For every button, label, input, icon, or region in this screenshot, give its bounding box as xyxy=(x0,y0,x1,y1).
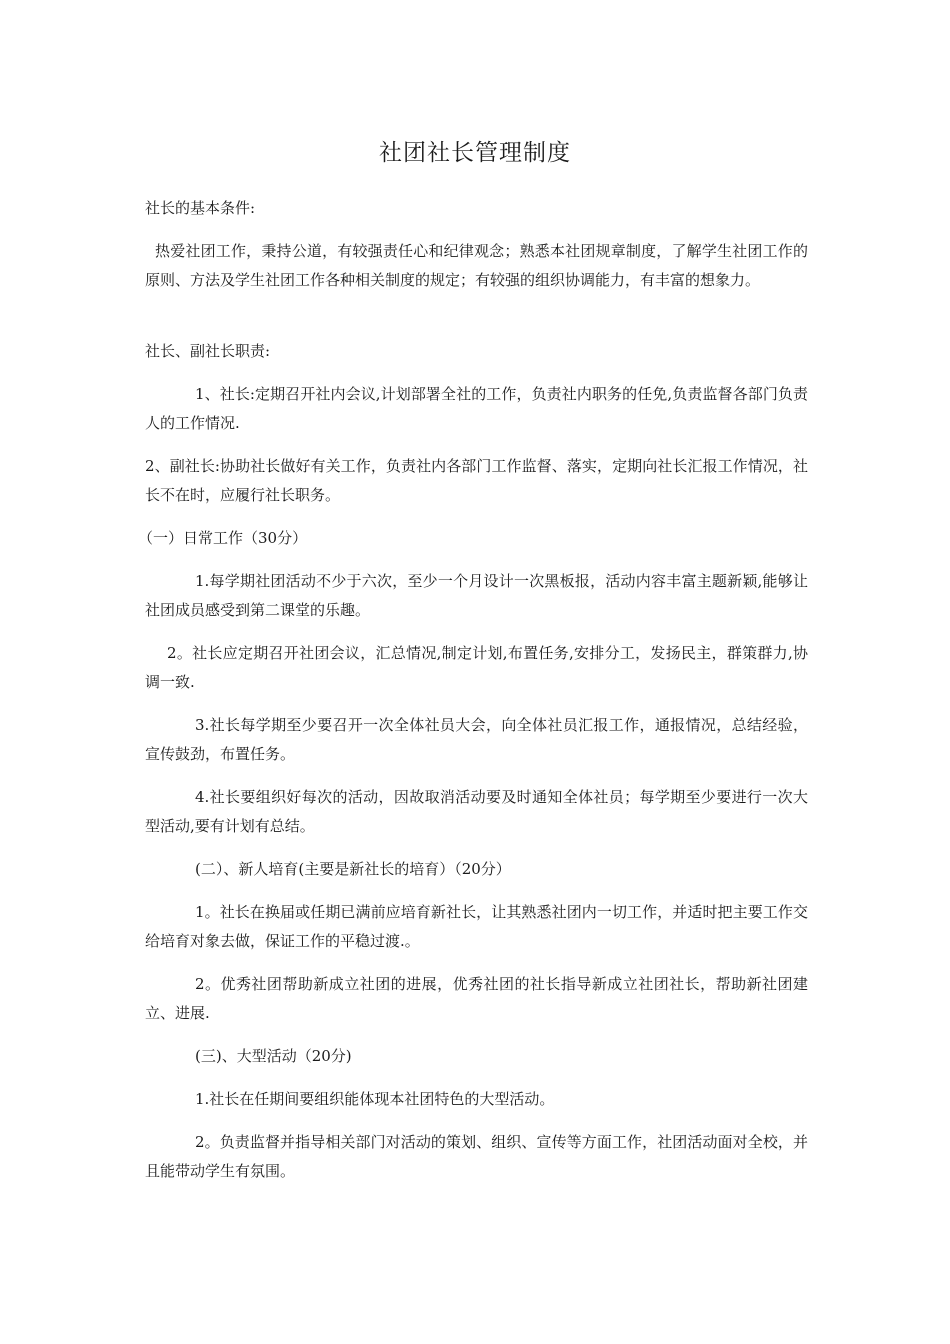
paragraph-vice-president-duty: 2、副社长:协助社长做好有关工作，负责社内各部门工作监督、落实，定期向社长汇报工作情况，社长不在时，应履行社长职务。 xyxy=(145,457,808,504)
section-heading-basic-conditions: 社长的基本条件: xyxy=(145,199,256,217)
paragraph-training-2: 2。优秀社团帮助新成立社团的进展，优秀社团的社长指导新成立社团社长，帮助新社团建立、进展. xyxy=(145,975,808,1022)
section-heading-duties: 社长、副社长职责: xyxy=(145,342,271,360)
section-heading-major-activities: (三)、大型活动（20分) xyxy=(195,1047,352,1065)
paragraph-president-duty: 1、社长:定期召开社内会议,计划部署全社的工作，负责社内职务的任免,负责监督各部门负责人的工作情况. xyxy=(145,385,808,432)
paragraph-activities-1: 1.社长在任期间要组织能体现本社团特色的大型活动。 xyxy=(195,1090,555,1108)
paragraph-daily-work-1: 1.每学期社团活动不少于六次，至少一个月设计一次黑板报，活动内容丰富主题新颖,能够让社团成员感受到第二课堂的乐趣。 xyxy=(145,572,808,619)
paragraph-daily-work-4: 4.社长要组织好每次的活动，因故取消活动要及时通知全体社员；每学期至少要进行一次大型活动,要有计划有总结。 xyxy=(145,788,808,835)
section-heading-new-member-training: (二）、新人培育(主要是新社长的培育）（20分） xyxy=(195,860,511,878)
document-title: 社团社长管理制度 xyxy=(379,140,571,166)
paragraph-training-1: 1。社长在换届或任期已满前应培育新社长，让其熟悉社团内一切工作，并适时把主要工作交给培育对象去做，保证工作的平稳过渡.。 xyxy=(145,903,808,950)
section-heading-daily-work: （一）日常工作（30分） xyxy=(138,529,308,547)
paragraph-daily-work-2: 2。社长应定期召开社团会议，汇总情况,制定计划,布置任务,安排分工，发扬民主，群策群力,协调一致. xyxy=(145,644,808,691)
paragraph-activities-2: 2。负责监督并指导相关部门对活动的策划、组织、宣传等方面工作，社团活动面对全校，并且能带动学生有氛围。 xyxy=(145,1133,808,1180)
paragraph-basic-conditions: 热爱社团工作，秉持公道，有较强责任心和纪律观念；熟悉本社团规章制度，了解学生社团工作的原则、方法及学生社团工作各种相关制度的规定；有较强的组织协调能力，有丰富的想象力。 xyxy=(145,242,808,289)
paragraph-daily-work-3: 3.社长每学期至少要召开一次全体社员大会，向全体社员汇报工作，通报情况，总结经验，宣传鼓劲，布置任务。 xyxy=(145,716,808,763)
